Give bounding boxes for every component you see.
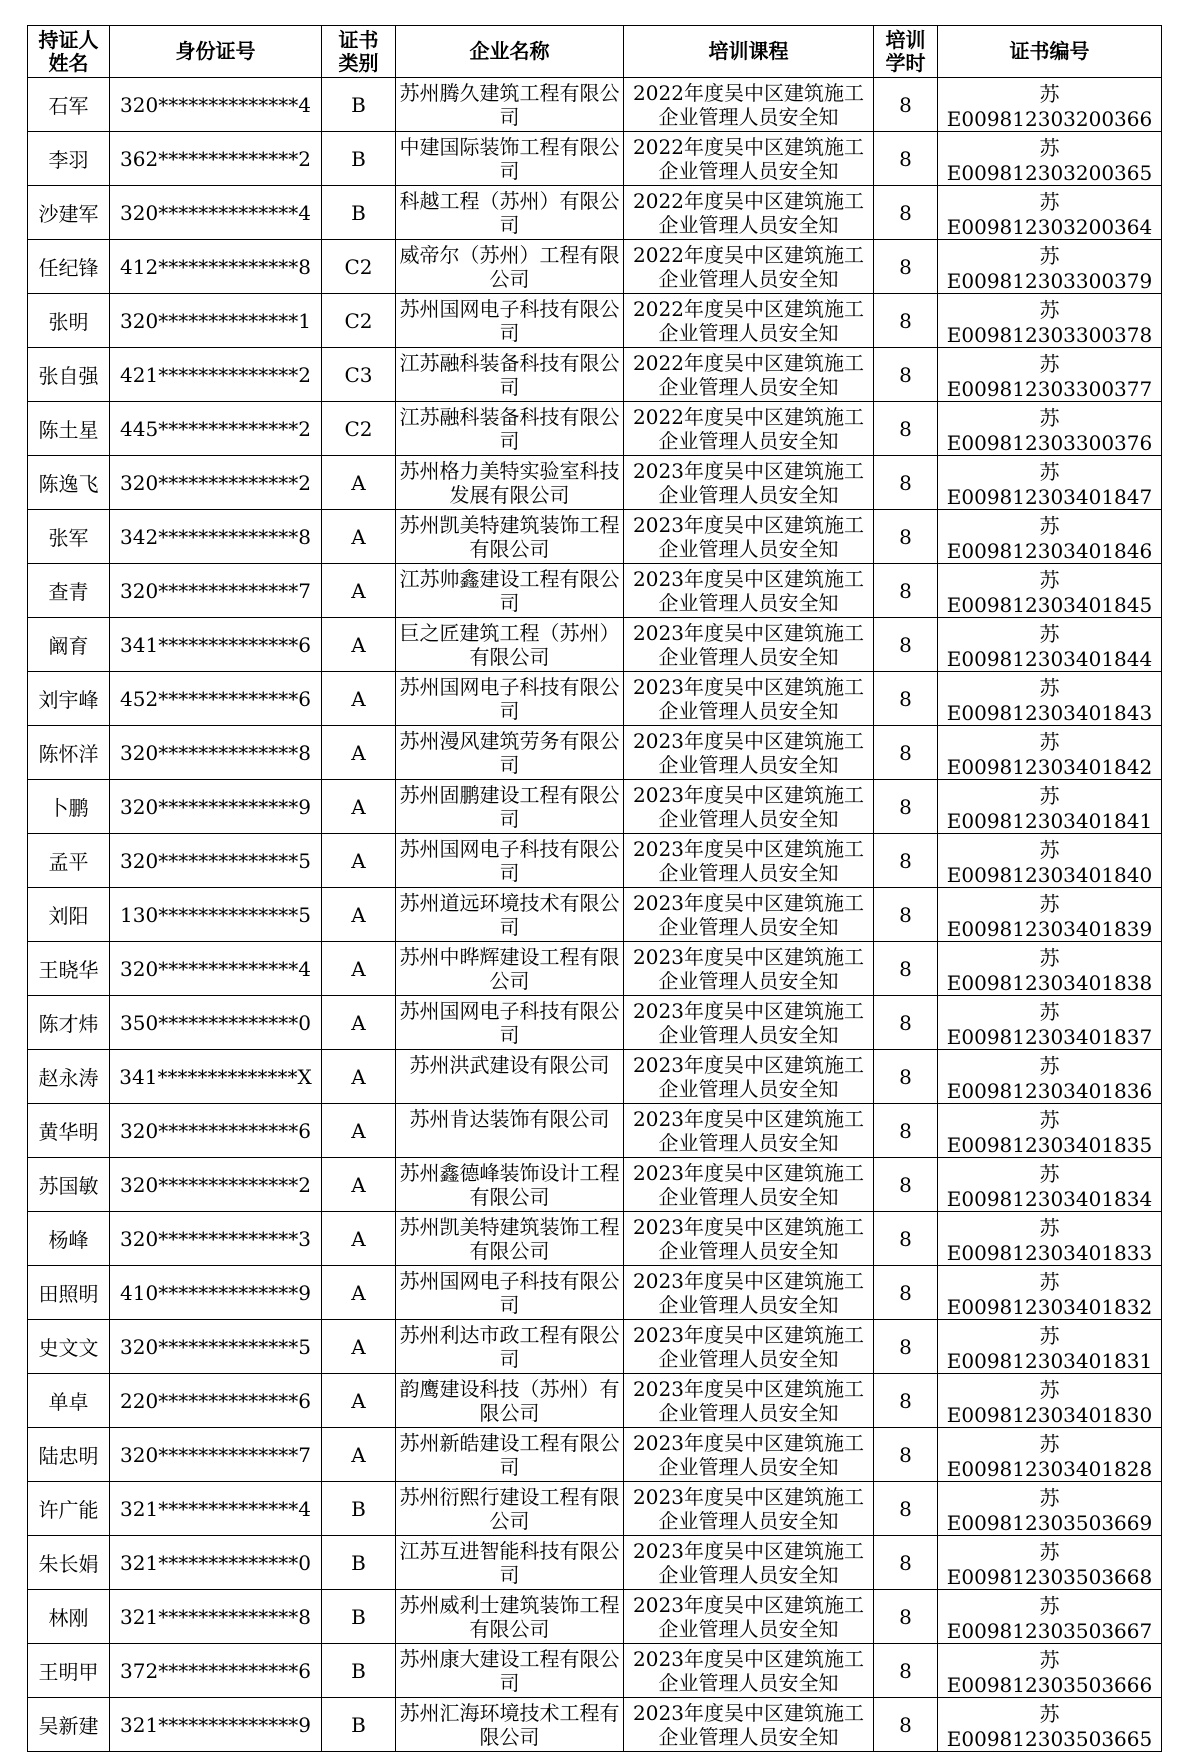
cell-id: 362**************2: [110, 132, 322, 186]
cell-category: A: [322, 834, 396, 888]
cell-name: 陆忠明: [28, 1428, 110, 1482]
table-row: [28, 1158, 1162, 1212]
cell-id: 320**************4: [110, 942, 322, 996]
cell-cert-no: 苏E009812303401844: [938, 618, 1162, 672]
cell-category: B: [322, 1536, 396, 1590]
cell-company: 苏州鑫德峰装饰设计工程有限公司: [399, 1160, 620, 1209]
cell-cert-no: 苏E009812303300378: [938, 294, 1162, 348]
cell-category: A: [322, 618, 396, 672]
cell-id: 341**************X: [110, 1050, 322, 1104]
cell-name: 单卓: [28, 1374, 110, 1428]
cell-company: 苏州国网电子科技有限公司: [399, 836, 620, 885]
cell-company: 苏州衍熙行建设工程有限公司: [399, 1484, 620, 1533]
cell-category: C2: [322, 240, 396, 294]
cell-cert-no: 苏E009812303401840: [938, 834, 1162, 888]
cell-category: C2: [322, 294, 396, 348]
cell-category: B: [322, 132, 396, 186]
cell-company: 苏州新皓建设工程有限公司: [399, 1430, 620, 1479]
cell-hours: 8: [874, 1698, 938, 1752]
cell-hours: 8: [874, 1050, 938, 1104]
cell-company: 江苏融科装备科技有限公司: [399, 404, 620, 453]
cell-company: 苏州国网电子科技有限公司: [399, 674, 620, 723]
table-row: [28, 564, 1162, 618]
cell-hours: 8: [874, 186, 938, 240]
cell-hours: 8: [874, 888, 938, 942]
cell-cert-no: 苏E009812303401836: [938, 1050, 1162, 1104]
cell-category: A: [322, 1374, 396, 1428]
header-cert-no: 证书编号: [938, 26, 1162, 78]
cell-cert-no: 苏E009812303401845: [938, 564, 1162, 618]
cell-name: 赵永涛: [28, 1050, 110, 1104]
cell-course: 2023年度吴中区建筑施工企业管理人员安全知: [633, 890, 864, 939]
cell-cert-no: 苏E009812303300376: [938, 402, 1162, 456]
cell-course: 2023年度吴中区建筑施工企业管理人员安全知: [633, 1700, 864, 1749]
cell-category: A: [322, 942, 396, 996]
cell-course: 2023年度吴中区建筑施工企业管理人员安全知: [633, 944, 864, 993]
table-row: [28, 1482, 1162, 1536]
cell-company: 巨之匠建筑工程（苏州）有限公司: [399, 620, 620, 669]
cell-name: 张明: [28, 294, 110, 348]
cell-hours: 8: [874, 726, 938, 780]
table-row: [28, 1698, 1162, 1752]
table-row: [28, 1212, 1162, 1266]
cell-hours: 8: [874, 1644, 938, 1698]
cell-cert-no: 苏E009812303401834: [938, 1158, 1162, 1212]
cell-id: 320**************7: [110, 564, 322, 618]
table-row: [28, 888, 1162, 942]
cell-id: 342**************8: [110, 510, 322, 564]
cell-id: 321**************4: [110, 1482, 322, 1536]
table-row: [28, 1104, 1162, 1158]
cell-category: B: [322, 78, 396, 132]
cell-name: 刘阳: [28, 888, 110, 942]
table-row: [28, 294, 1162, 348]
cell-category: A: [322, 672, 396, 726]
cell-hours: 8: [874, 1590, 938, 1644]
cell-id: 320**************9: [110, 780, 322, 834]
cell-company: 中建国际装饰工程有限公司: [399, 134, 620, 183]
cell-cert-no: 苏E009812303401837: [938, 996, 1162, 1050]
cell-hours: 8: [874, 348, 938, 402]
cell-id: 320**************5: [110, 834, 322, 888]
header-id: 身份证号: [110, 26, 322, 78]
table-row: [28, 348, 1162, 402]
cell-id: 321**************8: [110, 1590, 322, 1644]
cell-company: 苏州国网电子科技有限公司: [399, 1268, 620, 1317]
cell-cert-no: 苏E009812303401828: [938, 1428, 1162, 1482]
cell-cert-no: 苏E009812303200366: [938, 78, 1162, 132]
cell-company: 苏州洪武建设有限公司: [409, 1052, 610, 1077]
cell-company: 苏州汇海环境技术工程有限公司: [399, 1700, 620, 1749]
cell-course: 2022年度吴中区建筑施工企业管理人员安全知: [633, 134, 864, 183]
cell-cert-no: 苏E009812303401847: [938, 456, 1162, 510]
cell-id: 350**************0: [110, 996, 322, 1050]
cell-category: A: [322, 996, 396, 1050]
cell-hours: 8: [874, 834, 938, 888]
cell-id: 341**************6: [110, 618, 322, 672]
cell-course: 2023年度吴中区建筑施工企业管理人员安全知: [633, 674, 864, 723]
table-row: [28, 1320, 1162, 1374]
cell-hours: 8: [874, 1428, 938, 1482]
cell-course: 2023年度吴中区建筑施工企业管理人员安全知: [633, 1052, 864, 1101]
cell-course: 2022年度吴中区建筑施工企业管理人员安全知: [633, 80, 864, 129]
cell-hours: 8: [874, 132, 938, 186]
cell-id: 320**************1: [110, 294, 322, 348]
cell-name: 黄华明: [28, 1104, 110, 1158]
cell-hours: 8: [874, 564, 938, 618]
cell-course: 2023年度吴中区建筑施工企业管理人员安全知: [633, 620, 864, 669]
cell-hours: 8: [874, 1482, 938, 1536]
cell-cert-no: 苏E009812303503668: [938, 1536, 1162, 1590]
cell-name: 陈才炜: [28, 996, 110, 1050]
table-row: [28, 1050, 1162, 1104]
cell-id: 320**************4: [110, 78, 322, 132]
cell-name: 林刚: [28, 1590, 110, 1644]
cell-course: 2023年度吴中区建筑施工企业管理人员安全知: [633, 1430, 864, 1479]
cell-name: 孟平: [28, 834, 110, 888]
table-row: [28, 1374, 1162, 1428]
cell-company: 苏州康大建设工程有限公司: [399, 1646, 620, 1695]
cell-name: 杨峰: [28, 1212, 110, 1266]
cell-name: 王晓华: [28, 942, 110, 996]
cell-cert-no: 苏E009812303401839: [938, 888, 1162, 942]
cell-name: 陈逸飞: [28, 456, 110, 510]
cell-company: 苏州漫风建筑劳务有限公司: [399, 728, 620, 777]
cell-name: 张军: [28, 510, 110, 564]
table-row: [28, 726, 1162, 780]
cell-hours: 8: [874, 780, 938, 834]
cell-id: 320**************7: [110, 1428, 322, 1482]
cell-course: 2023年度吴中区建筑施工企业管理人员安全知: [633, 1592, 864, 1641]
cell-hours: 8: [874, 1158, 938, 1212]
cell-cert-no: 苏E009812303401843: [938, 672, 1162, 726]
cell-course: 2023年度吴中区建筑施工企业管理人员安全知: [633, 998, 864, 1047]
cell-id: 410**************9: [110, 1266, 322, 1320]
cell-hours: 8: [874, 1266, 938, 1320]
cell-name: 石军: [28, 78, 110, 132]
cell-cert-no: 苏E009812303401846: [938, 510, 1162, 564]
cell-name: 陈土星: [28, 402, 110, 456]
cell-category: A: [322, 1212, 396, 1266]
cell-course: 2023年度吴中区建筑施工企业管理人员安全知: [633, 728, 864, 777]
cell-category: A: [322, 510, 396, 564]
cell-cert-no: 苏E009812303401842: [938, 726, 1162, 780]
cell-cert-no: 苏E009812303200365: [938, 132, 1162, 186]
table-row: [28, 1428, 1162, 1482]
cell-name: 陈怀洋: [28, 726, 110, 780]
cell-cert-no: 苏E009812303503669: [938, 1482, 1162, 1536]
cell-company: 苏州利达市政工程有限公司: [399, 1322, 620, 1371]
cell-course: 2023年度吴中区建筑施工企业管理人员安全知: [633, 1376, 864, 1425]
cell-category: B: [322, 1590, 396, 1644]
header-name: 持证人 姓名: [28, 26, 110, 78]
cell-hours: 8: [874, 942, 938, 996]
table-row: [28, 240, 1162, 294]
cell-hours: 8: [874, 78, 938, 132]
cell-course: 2023年度吴中区建筑施工企业管理人员安全知: [633, 1322, 864, 1371]
cell-course: 2023年度吴中区建筑施工企业管理人员安全知: [633, 1160, 864, 1209]
cell-name: 吴新建: [28, 1698, 110, 1752]
cell-category: B: [322, 1644, 396, 1698]
cell-company: 苏州中晔辉建设工程有限公司: [399, 944, 620, 993]
cell-name: 朱长娟: [28, 1536, 110, 1590]
cell-name: 卜鹏: [28, 780, 110, 834]
cell-category: A: [322, 1104, 396, 1158]
cell-company: 江苏互进智能科技有限公司: [399, 1538, 620, 1587]
cell-hours: 8: [874, 402, 938, 456]
cell-course: 2023年度吴中区建筑施工企业管理人员安全知: [633, 1106, 864, 1155]
cell-hours: 8: [874, 1536, 938, 1590]
table-body: [28, 78, 1162, 1752]
cell-id: 320**************8: [110, 726, 322, 780]
cell-cert-no: 苏E009812303300377: [938, 348, 1162, 402]
cell-cert-no: 苏E009812303401838: [938, 942, 1162, 996]
cell-course: 2023年度吴中区建筑施工企业管理人员安全知: [633, 782, 864, 831]
cell-hours: 8: [874, 1374, 938, 1428]
cell-name: 许广能: [28, 1482, 110, 1536]
cell-id: 321**************9: [110, 1698, 322, 1752]
cell-hours: 8: [874, 456, 938, 510]
cell-name: 李羽: [28, 132, 110, 186]
cell-id: 412**************8: [110, 240, 322, 294]
cell-id: 130**************5: [110, 888, 322, 942]
cell-cert-no: 苏E009812303200364: [938, 186, 1162, 240]
cell-course: 2023年度吴中区建筑施工企业管理人员安全知: [633, 1538, 864, 1587]
table-row: [28, 672, 1162, 726]
cell-cert-no: 苏E009812303401835: [938, 1104, 1162, 1158]
cell-course: 2022年度吴中区建筑施工企业管理人员安全知: [633, 242, 864, 291]
cell-course: 2022年度吴中区建筑施工企业管理人员安全知: [633, 404, 864, 453]
cell-company: 苏州威利士建筑装饰工程有限公司: [399, 1592, 620, 1641]
cell-category: A: [322, 1320, 396, 1374]
cell-hours: 8: [874, 1212, 938, 1266]
cell-id: 445**************2: [110, 402, 322, 456]
cell-company: 苏州国网电子科技有限公司: [399, 296, 620, 345]
cell-course: 2022年度吴中区建筑施工企业管理人员安全知: [633, 188, 864, 237]
cell-name: 田照明: [28, 1266, 110, 1320]
header-hours: 培训 学时: [874, 26, 938, 78]
cell-hours: 8: [874, 672, 938, 726]
header-category: 证书 类别: [322, 26, 396, 78]
cell-course: 2022年度吴中区建筑施工企业管理人员安全知: [633, 350, 864, 399]
cell-id: 320**************4: [110, 186, 322, 240]
table-row: [28, 78, 1162, 132]
header-course: 培训课程: [624, 26, 874, 78]
cell-course: 2023年度吴中区建筑施工企业管理人员安全知: [633, 836, 864, 885]
cell-name: 沙建军: [28, 186, 110, 240]
cell-hours: 8: [874, 294, 938, 348]
cell-hours: 8: [874, 240, 938, 294]
cell-category: B: [322, 1482, 396, 1536]
table-row: [28, 1590, 1162, 1644]
table-row: [28, 186, 1162, 240]
cell-id: 452**************6: [110, 672, 322, 726]
table-row: [28, 942, 1162, 996]
cell-cert-no: 苏E009812303401832: [938, 1266, 1162, 1320]
cell-course: 2023年度吴中区建筑施工企业管理人员安全知: [633, 458, 864, 507]
cell-hours: 8: [874, 1320, 938, 1374]
cell-company: 苏州腾久建筑工程有限公司: [399, 80, 620, 129]
cell-category: C2: [322, 402, 396, 456]
cell-id: 320**************2: [110, 1158, 322, 1212]
header-company: 企业名称: [396, 26, 624, 78]
cell-course: 2023年度吴中区建筑施工企业管理人员安全知: [633, 1484, 864, 1533]
cell-company: 苏州道远环境技术有限公司: [399, 890, 620, 939]
cell-category: C3: [322, 348, 396, 402]
cell-company: 苏州凯美特建筑装饰工程有限公司: [399, 1214, 620, 1263]
table-row: [28, 510, 1162, 564]
cell-course: 2023年度吴中区建筑施工企业管理人员安全知: [633, 566, 864, 615]
table-row: [28, 1266, 1162, 1320]
cell-cert-no: 苏E009812303503665: [938, 1698, 1162, 1752]
table-row: [28, 1644, 1162, 1698]
cell-category: A: [322, 1050, 396, 1104]
table-row: [28, 780, 1162, 834]
cell-company: 威帝尔（苏州）工程有限公司: [399, 242, 620, 291]
cell-company: 江苏帅鑫建设工程有限公司: [399, 566, 620, 615]
cell-cert-no: 苏E009812303300379: [938, 240, 1162, 294]
cell-company: 江苏融科装备科技有限公司: [399, 350, 620, 399]
cell-course: 2022年度吴中区建筑施工企业管理人员安全知: [633, 296, 864, 345]
cell-name: 王明甲: [28, 1644, 110, 1698]
table-row: [28, 1536, 1162, 1590]
cell-category: A: [322, 564, 396, 618]
cell-category: A: [322, 888, 396, 942]
cell-cert-no: 苏E009812303401833: [938, 1212, 1162, 1266]
cell-company: 苏州国网电子科技有限公司: [399, 998, 620, 1047]
cell-category: A: [322, 456, 396, 510]
cell-company: 苏州肯达装饰有限公司: [409, 1106, 610, 1131]
cell-id: 372**************6: [110, 1644, 322, 1698]
table-row: [28, 996, 1162, 1050]
cell-cert-no: 苏E009812303401831: [938, 1320, 1162, 1374]
cell-category: A: [322, 780, 396, 834]
cell-category: A: [322, 1158, 396, 1212]
cell-course: 2023年度吴中区建筑施工企业管理人员安全知: [633, 1214, 864, 1263]
cell-name: 苏国敏: [28, 1158, 110, 1212]
header-row: [28, 26, 1162, 78]
cell-course: 2023年度吴中区建筑施工企业管理人员安全知: [633, 512, 864, 561]
table-row: [28, 834, 1162, 888]
cell-course: 2023年度吴中区建筑施工企业管理人员安全知: [633, 1268, 864, 1317]
cell-id: 320**************5: [110, 1320, 322, 1374]
cell-company: 科越工程（苏州）有限公司: [399, 188, 620, 237]
cell-name: 查青: [28, 564, 110, 618]
cell-company: 苏州格力美特实验室科技发展有限公司: [399, 458, 620, 507]
cell-course: 2023年度吴中区建筑施工企业管理人员安全知: [633, 1646, 864, 1695]
table-row: [28, 456, 1162, 510]
cell-id: 321**************0: [110, 1536, 322, 1590]
cell-id: 421**************2: [110, 348, 322, 402]
cell-category: B: [322, 186, 396, 240]
cell-name: 张自强: [28, 348, 110, 402]
cell-cert-no: 苏E009812303401841: [938, 780, 1162, 834]
cell-id: 320**************3: [110, 1212, 322, 1266]
table-row: [28, 618, 1162, 672]
cell-name: 刘宇峰: [28, 672, 110, 726]
cell-name: 任纪锋: [28, 240, 110, 294]
cell-id: 320**************2: [110, 456, 322, 510]
cell-category: B: [322, 1698, 396, 1752]
certificate-table: [27, 25, 1162, 1752]
cell-category: A: [322, 726, 396, 780]
cell-cert-no: 苏E009812303503666: [938, 1644, 1162, 1698]
cell-hours: 8: [874, 996, 938, 1050]
cell-id: 220**************6: [110, 1374, 322, 1428]
cell-company: 苏州凯美特建筑装饰工程有限公司: [399, 512, 620, 561]
cell-cert-no: 苏E009812303503667: [938, 1590, 1162, 1644]
cell-company: 韵鹰建设科技（苏州）有限公司: [399, 1376, 620, 1425]
table-row: [28, 132, 1162, 186]
cell-category: A: [322, 1266, 396, 1320]
cell-name: 史文文: [28, 1320, 110, 1374]
cell-name: 阚育: [28, 618, 110, 672]
cell-company: 苏州固鹏建设工程有限公司: [399, 782, 620, 831]
cell-hours: 8: [874, 618, 938, 672]
cell-hours: 8: [874, 1104, 938, 1158]
table-row: [28, 402, 1162, 456]
cell-cert-no: 苏E009812303401830: [938, 1374, 1162, 1428]
cell-hours: 8: [874, 510, 938, 564]
cell-category: A: [322, 1428, 396, 1482]
cell-id: 320**************6: [110, 1104, 322, 1158]
